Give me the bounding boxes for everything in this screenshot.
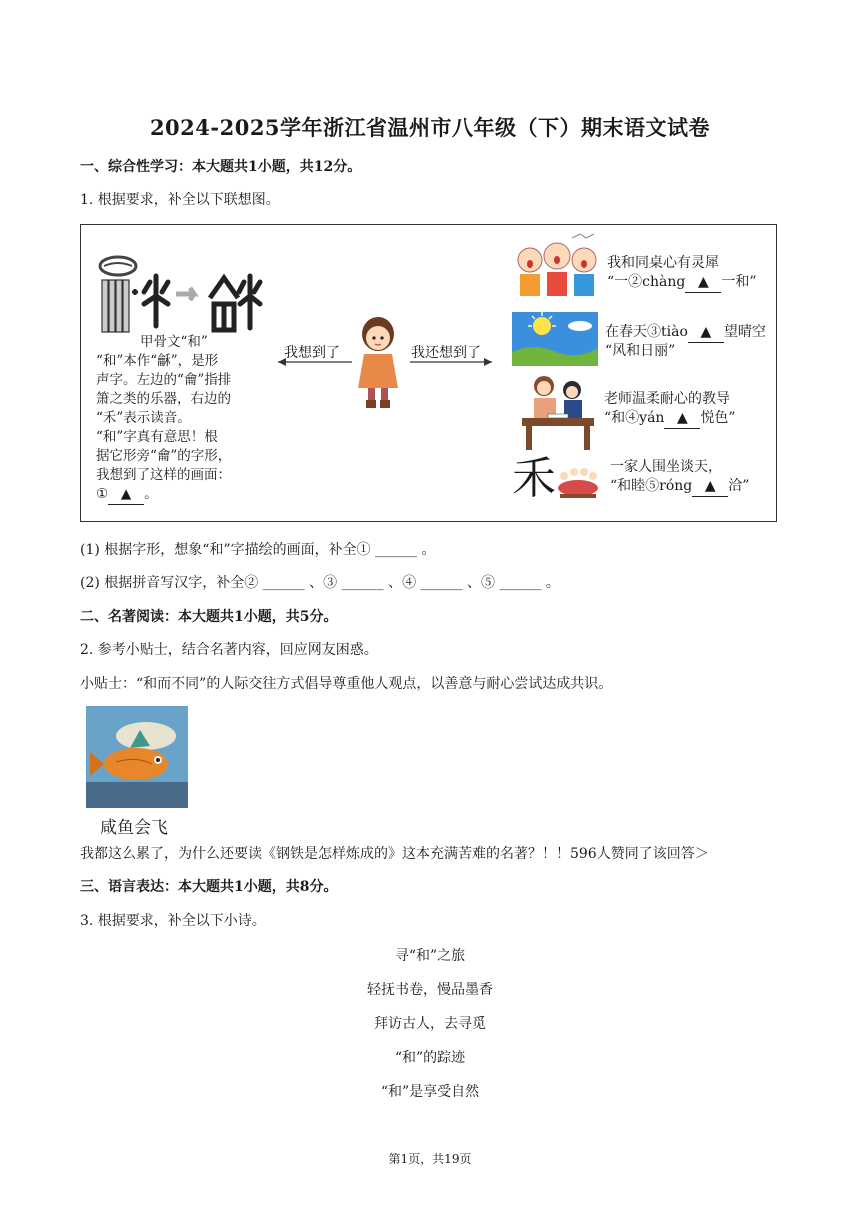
blank-4: ▲ <box>664 408 700 429</box>
blank-5: ▲ <box>692 476 728 497</box>
left-line-1: “和”本作“龢”，是形 <box>96 353 219 369</box>
r1-line2-pre: “一②chàng <box>607 274 686 290</box>
sub-question-2: (2) 根据拼音写汉字，补全② ______ 、③ ______ 、④ ______ 、⑤ ______ 。 <box>80 575 560 591</box>
left-line-7: 我想到了这样的画面： <box>96 467 231 483</box>
blank-3: ▲ <box>688 322 724 343</box>
label-i-thought: 我想到了 <box>284 345 340 361</box>
he-character-glyph: 禾 <box>512 453 556 504</box>
question-3: 3. 根据要求，补全以下小诗。 <box>80 913 266 929</box>
r1-line2-post: 一和” <box>721 274 757 290</box>
r2-line1-pre: 在春天③tiào <box>605 324 688 340</box>
kids-singing-icon <box>512 232 602 304</box>
teacher-student-icon <box>518 370 598 452</box>
label-i-also-thought: 我还想到了 <box>411 345 481 361</box>
page-title: 2024-2025学年浙江省温州市八年级（下）期末语文试卷 <box>149 115 711 140</box>
poem-line-5: “和”是享受自然 <box>380 1084 480 1100</box>
left-explanation: “和”本作“龢”，是形 声字。左边的“龠”指排 箫之类的乐器，右边的 “禾”表示读音。 “和”字真有意思！根 据它形旁“龠”的字形， 我想到了这样的画面： ① ▲ 。 <box>96 352 276 505</box>
flying-fish-avatar <box>86 706 188 808</box>
section1-heading: 一、综合性学习：本大题共1小题，共12分。 <box>80 159 362 175</box>
question-1: 1. 根据要求，补全以下联想图。 <box>80 192 280 208</box>
r4-line1: 一家人围坐谈天， <box>610 459 722 475</box>
r2-line1-post: 望晴空 <box>723 324 766 340</box>
left-line-2: 声字。左边的“龠”指排 <box>96 372 232 388</box>
left-line-3: 箫之类的乐器，右边的 <box>96 391 231 407</box>
r3-line2-post: 悦色” <box>700 410 736 426</box>
poem-line-3: 拜访古人，去寻觅 <box>374 1016 486 1032</box>
section2-heading: 二、名著阅读：本大题共1小题，共5分。 <box>80 609 338 625</box>
oracle-bone-he-icon <box>96 252 266 338</box>
spring-sky-icon <box>512 312 598 366</box>
r1-line1: 我和同桌心有灵犀 <box>607 255 719 271</box>
sub-question-1: (1) 根据字形，想象“和”字描绘的画面，补全① ______ 。 <box>80 542 436 558</box>
question-2: 2. 参考小贴士，结合名著内容，回应网友困惑。 <box>80 642 378 658</box>
left-line-4: “禾”表示读音。 <box>96 410 191 426</box>
r3-line2-pre: “和④yán <box>604 410 665 426</box>
poem-line-4: “和”的踪迹 <box>394 1050 466 1066</box>
blank-1-label: ① <box>96 486 109 502</box>
left-line-6: 据它形旁“龠”的字形， <box>96 448 232 464</box>
r2-line2: “风和日丽” <box>605 343 676 359</box>
r3-line1: 老师温柔耐心的教导 <box>604 391 730 407</box>
page-footer: 第1页，共19页 <box>388 1152 472 1166</box>
reader-quote: 我都这么累了，为什么还要读《钢铁是怎样炼成的》这本充满苦难的名著？！！596人赞同了该回答＞ <box>80 846 709 862</box>
tip-text: 小贴士：“和而不同”的人际交往方式倡导尊重他人观点，以善意与耐心尝试达成共识。 <box>80 676 613 692</box>
blank-1: ▲ <box>108 485 144 505</box>
oracle-caption: 甲骨文“和” <box>140 334 208 350</box>
blank-2: ▲ <box>685 272 721 293</box>
left-line-5: “和”字真有意思！根 <box>96 429 218 445</box>
girl-illustration-icon <box>350 314 406 414</box>
family-dinner-icon <box>556 462 600 502</box>
r4-line2-pre: “和睦⑤róng <box>610 478 693 494</box>
section3-heading: 三、语言表达：本大题共1小题，共8分。 <box>80 879 338 895</box>
r4-line2-post: 洽” <box>728 478 750 494</box>
fish-caption: 咸鱼会飞 <box>100 818 168 838</box>
poem-line-2: 轻抚书卷，慢品墨香 <box>367 982 493 998</box>
poem-line-1: 寻“和”之旅 <box>394 948 466 964</box>
